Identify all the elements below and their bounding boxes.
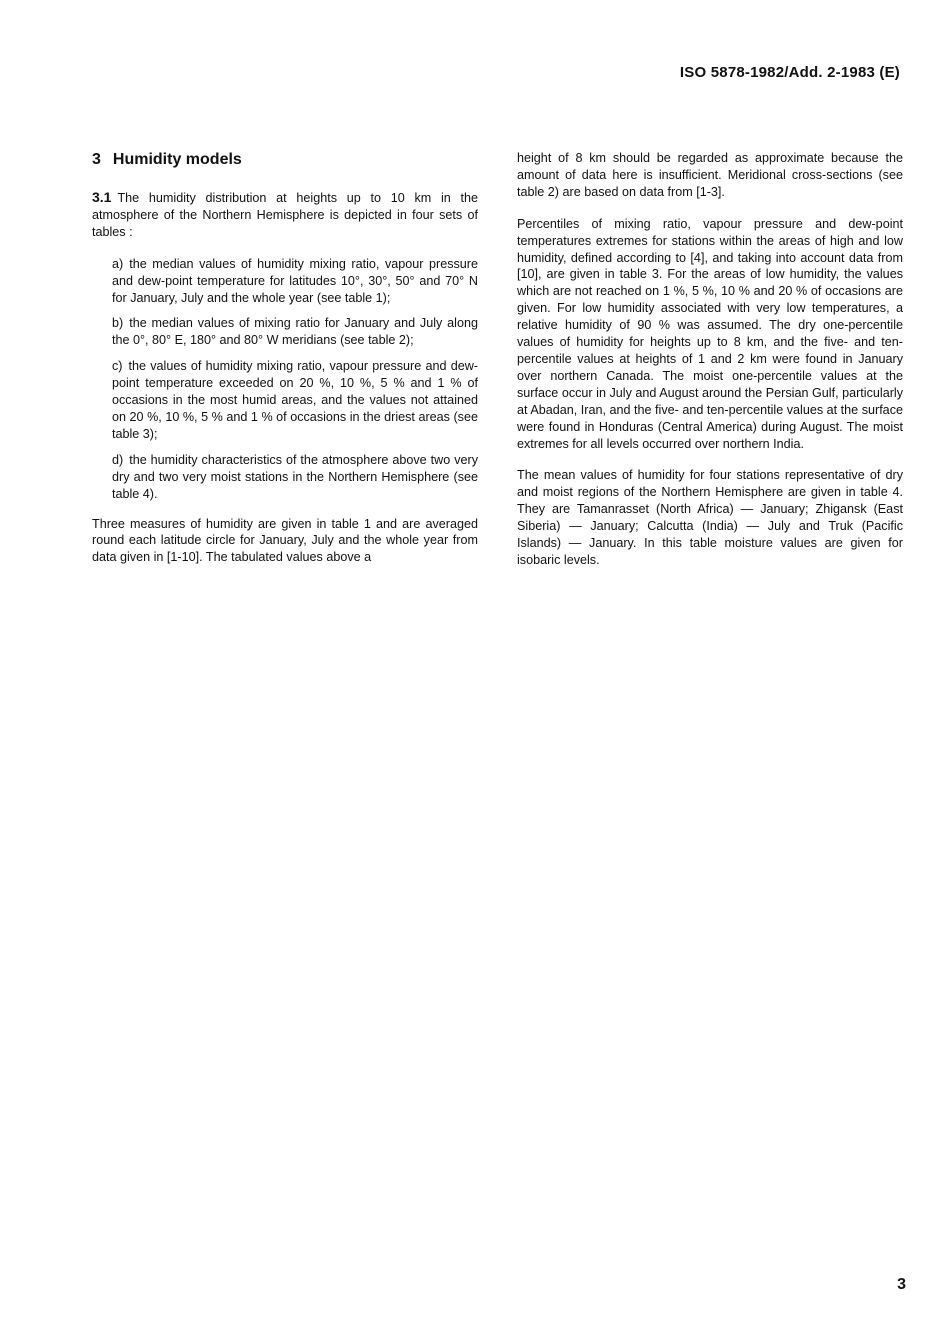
clause-intro-text: The humidity distribution at heights up to 10 km in the atmosphere of the Northern Hemisphere is depicted in four sets of tables :	[92, 191, 478, 239]
list-item-text: the median values of mixing ratio for January and July along the 0°, 80° E, 180° and 80° W meridians (see table 2);	[112, 316, 478, 348]
body-paragraph: The mean values of humidity for four stations representative of dry and moist regions of the Northern Hemisphere are given in table 4. They are Tamanrasset (North Africa) — January; Zhigansk (East Siberia) — January; Calcutta (India) — July and Truk (Pacific Islands) — January. In this table moisture values are given for isobaric levels.	[517, 468, 903, 567]
body-paragraph: Three measures of humidity are given in table 1 and are averaged round each latitude circle for January, July and the whole year from data given in [1-10]. The tabulated values above a	[92, 516, 478, 565]
list-item-text: the values of humidity mixing ratio, vapour pressure and dew-point temperature exceeded on 20 %, 10 %, 5 % and 1 % of occasions in the most humid areas, and the values not attained on 20 %, 10 %, 5 % and 1 % of occasions in the driest areas (see table 3);	[112, 359, 478, 441]
clause-number: 3.1	[92, 189, 112, 205]
page-number: 3	[897, 1276, 906, 1293]
clause-intro-paragraph	[92, 189, 478, 241]
body-paragraph: height of 8 km should be regarded as approximate because the amount of data here is insufficient. Meridional cross-sections (see table 2) are based on data from [1-3].	[517, 151, 903, 199]
list-item-marker: c)	[112, 359, 123, 374]
table-list	[112, 256, 478, 503]
section-heading	[92, 150, 478, 170]
document-reference: ISO 5878-1982/Add. 2-1983 (E)	[679, 64, 900, 81]
list-item-marker: d)	[112, 452, 124, 467]
list-item	[112, 256, 478, 307]
list-item	[112, 452, 478, 503]
list-item-marker: a)	[112, 256, 124, 271]
section-title: Humidity models	[112, 151, 242, 168]
right-column	[517, 150, 903, 584]
section-number: 3	[92, 151, 101, 168]
body-paragraph: Percentiles of mixing ratio, vapour pressure and dew-point temperatures extremes for stations within the areas of high and low humidity, defined according to [4], and taking into account data from [10], are given in table 3. For the areas of low humidity, the values which are not reached on 1 %, 5 %, 10 % and 20 % of occasions are given. For low humidity associated with very low temperatures, a relative humidity of 90 % was assumed. The dry one-percentile values of humidity for heights up to 8 km, and the five- and ten-percentile values at heights of 1 and 2 km were found in January over northern Canada. The moist one-percentile values at the surface occur in July and August around the Persian Gulf, particularly at Abadan, Iran, and the five- and ten-percentile values at the surface were found in Honduras (Central America) during August. The moist extremes for all levels occurred over northern India.	[517, 216, 903, 451]
left-column	[92, 150, 478, 581]
list-item-marker: b)	[112, 316, 124, 331]
list-item	[112, 358, 478, 443]
list-item-text: the humidity characteristics of the atmosphere above two very dry and two very moist stations in the Northern Hemisphere (see table 4).	[112, 452, 478, 501]
list-item-text: the median values of humidity mixing ratio, vapour pressure and dew-point temperature for latitudes 10°, 30°, 50° and 70° N for January, July and the whole year (see table 1);	[112, 256, 478, 305]
list-item	[112, 315, 478, 349]
